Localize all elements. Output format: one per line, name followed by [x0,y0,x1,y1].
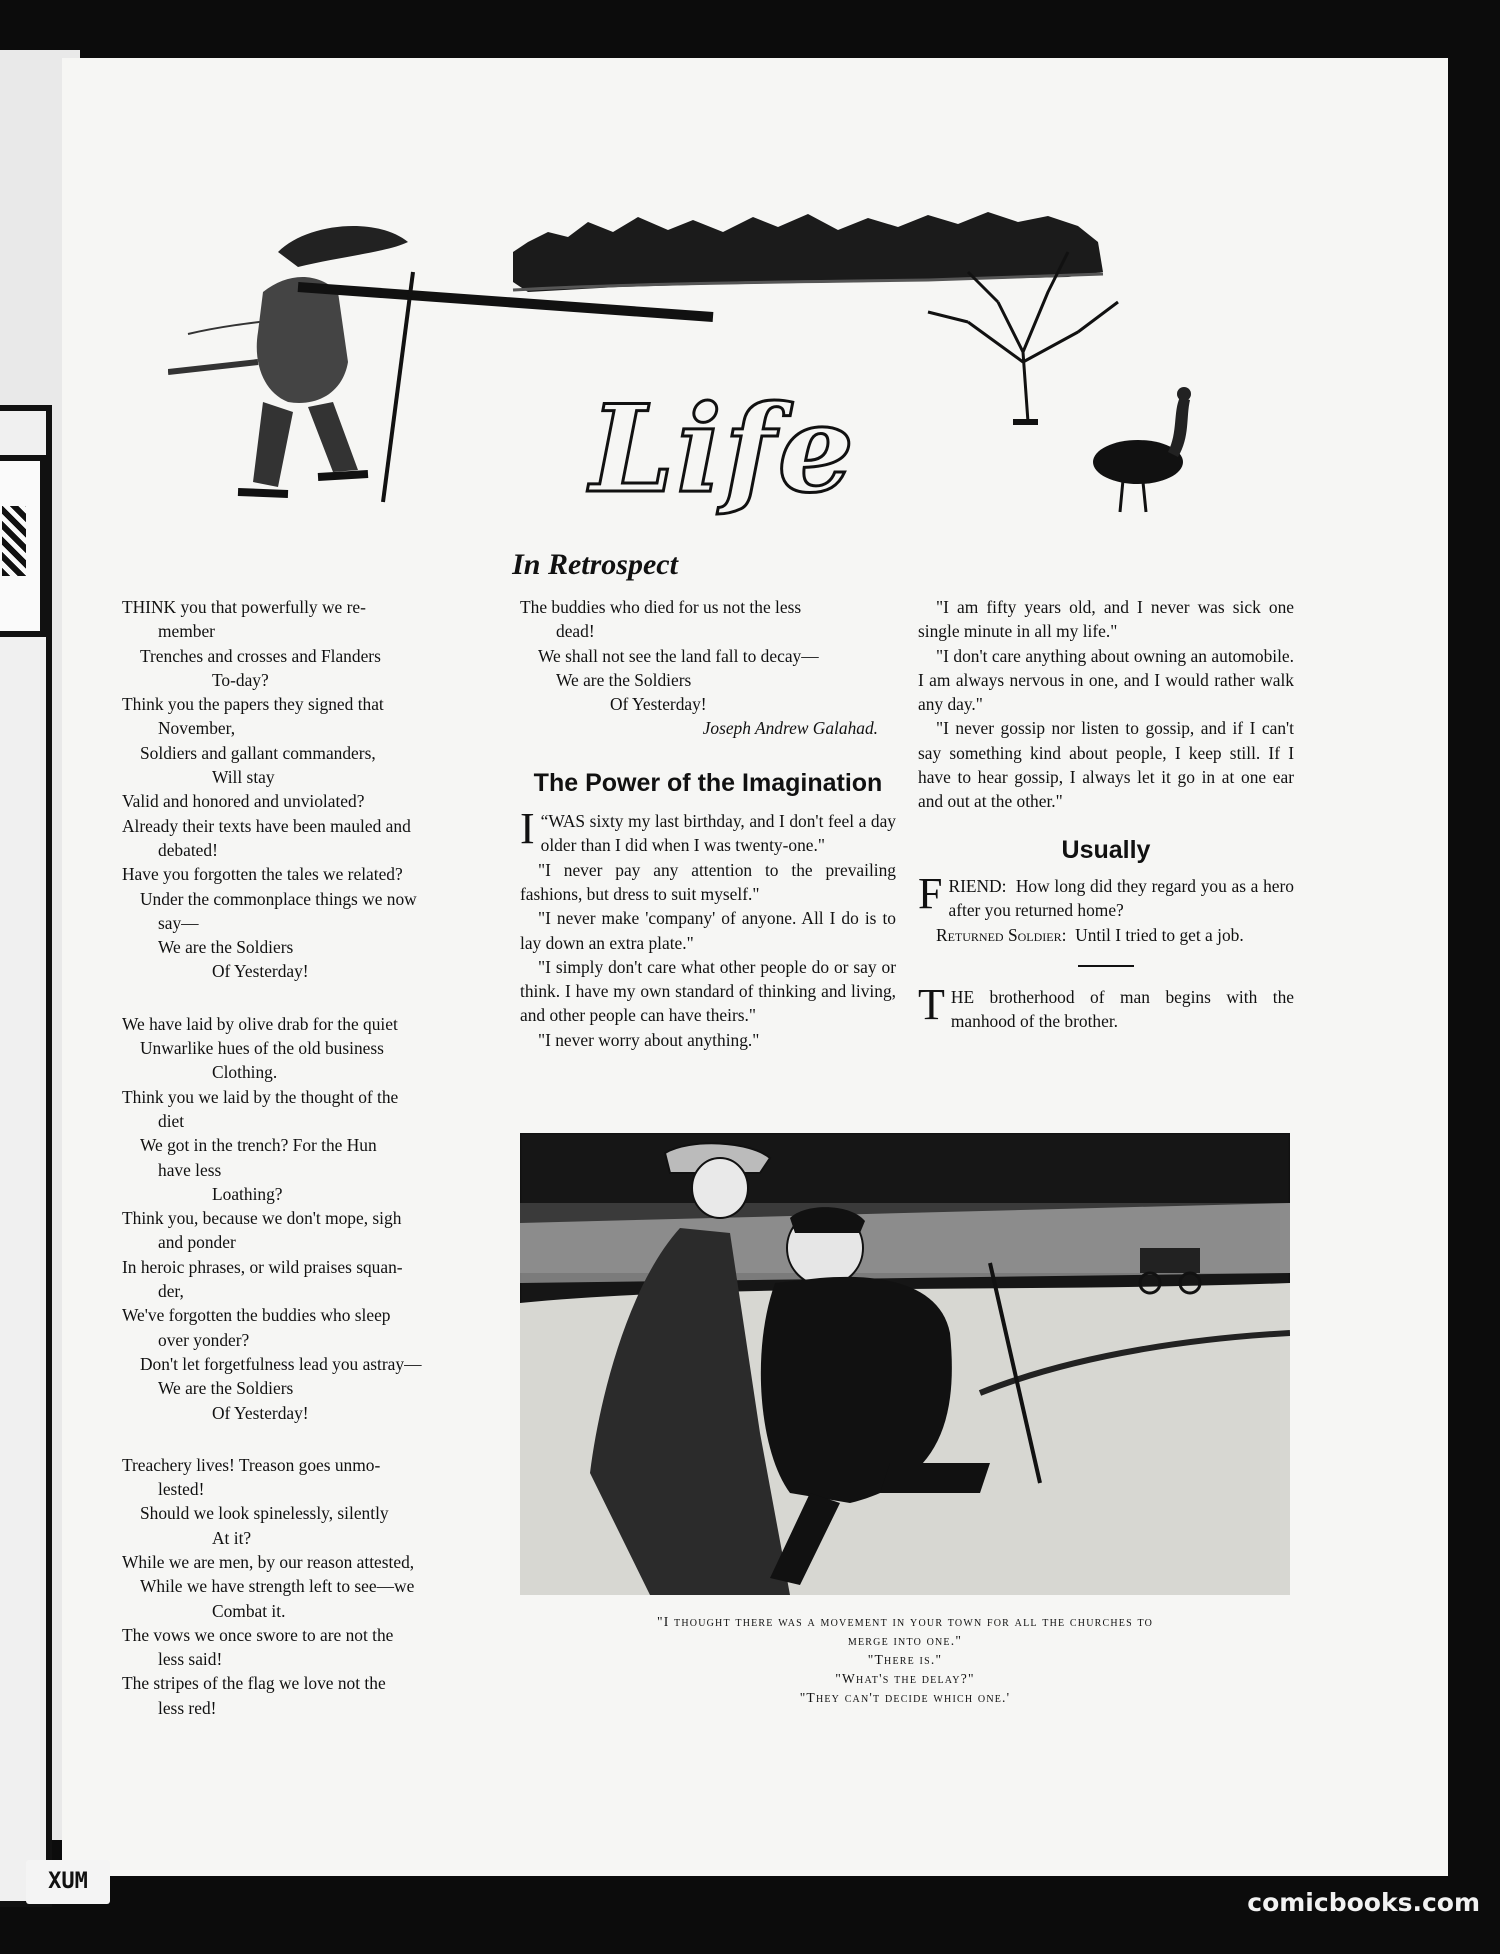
poem-stanza-3 [122,1453,494,1720]
poem-line: Combat it. [212,1600,286,1621]
usually-soldier-line: Returned Soldier: Until I tried to get a job. [936,924,1244,945]
usually-heading: Usually [1061,835,1151,864]
section-divider [1078,965,1134,967]
archive-tab[interactable]: XUM [26,1860,110,1904]
poem-line: Soldiers and gallant commanders, [140,742,376,763]
poem-line: We are the Soldiers [158,1378,294,1399]
poem-line: Should we look spinelessly, silently [140,1503,389,1524]
caption-line: "They can't decide which one.' [799,1690,1011,1705]
poem-stanza-1 [122,595,494,984]
poem-line: Loathing? [212,1183,283,1204]
imagination-dropcap: I [520,804,535,854]
caption-line: "I thought there was a movement in your town for all the churches to [656,1614,1154,1629]
poem-line: We are the Soldiers [556,669,692,690]
poem-line: Treachery lives! Treason goes unmo- [122,1454,381,1475]
poem-line: We have laid by olive drab for the quiet [122,1013,398,1034]
poem-line: and ponder [158,1232,236,1253]
poem-line: Unwarlike hues of the old business [140,1038,384,1059]
brotherhood-dropcap: T [918,979,945,1029]
poem-line: Clothing. [212,1062,278,1083]
poem-line: Have you forgotten the tales we related? [122,864,403,885]
site-watermark: comicbooks.com [1247,1888,1480,1917]
poem-line: Of Yesterday! [610,694,707,715]
paragraph: "I never pay any attention to the prevailing fashions, but dress to suit myself." [520,859,896,904]
poem-line: Already their texts have been mauled and [122,815,411,836]
poem-line: Of Yesterday! [212,961,309,982]
paragraph: "I never gossip nor listen to gossip, and if I can't say something kind about people, I keep still. If I have to hear gossip, I always let it go in at one ear and out at the other." [918,718,1294,812]
poem-line: diet [158,1110,185,1131]
poem-line: debated! [158,839,218,860]
poem-stanza-2 [122,1012,494,1425]
imagination-heading: The Power of the Imagination [533,768,883,797]
brotherhood-line: THE brotherhood of man begins with the manhood of the brother. [918,979,1294,1032]
paragraph: "I never make 'company' of anyone. All I do is to lay down an extra plate." [520,908,896,953]
poem-line: dead! [556,621,595,642]
usually-friend-line: FRIEND: How long did they regard you as a hero after you returned home? [918,868,1295,921]
poem-line: Will stay [212,767,275,788]
poem-line: To-day? [212,669,269,690]
imagination-lead: “ I WAS sixty my last birthday, and I don't feel a day older than I did when I was twenty-one." [520,804,896,856]
poem-line: The stripes of the flag we love not the [122,1673,386,1694]
poem-line: We shall not see the land fall to decay— [538,645,819,666]
poem-line: less said! [158,1649,223,1670]
poem-column [122,595,494,1720]
paragraph: "I simply don't care what other people do or say or think. I have my own standard of thinking and living, and other people can have theirs." [520,956,896,1026]
poem-line: Valid and honored and unviolated? [122,791,365,812]
poem-line: Think you the papers they signed that [122,694,384,715]
poem-line: der, [158,1281,184,1302]
poem-continuation [520,595,896,716]
poem-line: While we have strength left to see—we [140,1576,415,1597]
caption-line: "What's the delay?" [835,1671,975,1686]
right-column-paragraphs [918,595,1294,814]
cartoon-caption [540,1612,1270,1707]
cartoon-illustration [520,1133,1290,1595]
poem-title: In Retrospect [512,548,678,581]
middle-column [520,595,896,1052]
poem-line: We got in the trench? For the Hun [140,1135,377,1156]
poem-line: less red! [158,1697,217,1718]
poem-line: Don't let forgetfulness lead you astray— [140,1353,422,1374]
poem-line: In heroic phrases, or wild praises squan- [122,1256,403,1277]
poem-line: Think you we laid by the thought of the [122,1086,399,1107]
poem-line: We've forgotten the buddies who sleep [122,1305,391,1326]
poem-line: Think you, because we don't mope, sigh [122,1208,402,1229]
poem-line: Trenches and crosses and Flanders [140,645,381,666]
paragraph: "I am fifty years old, and I never was sick one single minute in all my life." [918,597,1294,642]
poem-author: Joseph Andrew Galahad. [702,718,878,739]
poem-line: Of Yesterday! [212,1402,309,1423]
caption-line: "There is." [867,1652,943,1667]
facing-page-ornament [0,455,46,637]
poem-line: The vows we once swore to are not the [122,1624,394,1645]
poem-line: Under the commonplace things we now [140,888,417,909]
caption-line: merge into one." [847,1633,963,1648]
poem-line: THINK you that powerfully we re- [122,597,366,617]
usually-dropcap: F [918,868,943,918]
poem-line: member [158,621,215,642]
poem-line: We are the Soldiers [158,937,294,958]
right-column [918,595,1294,1033]
paragraph: "I never worry about anything." [538,1029,760,1050]
poem-line: have less [158,1159,222,1180]
poem-line: over yonder? [158,1329,250,1350]
poem-line: lested! [158,1479,205,1500]
poem-line: The buddies who died for us not the less [520,597,802,617]
poem-line: say— [158,912,199,933]
masthead-title: Life [590,379,856,520]
poem-line: At it? [212,1527,252,1548]
poem-line: While we are men, by our reason attested, [122,1551,415,1572]
poem-line: November, [158,718,236,739]
paragraph: "I don't care anything about owning an automobile. I am always nervous in one, and I would rather walk any day." [918,645,1294,715]
imagination-paragraphs [520,858,896,1052]
